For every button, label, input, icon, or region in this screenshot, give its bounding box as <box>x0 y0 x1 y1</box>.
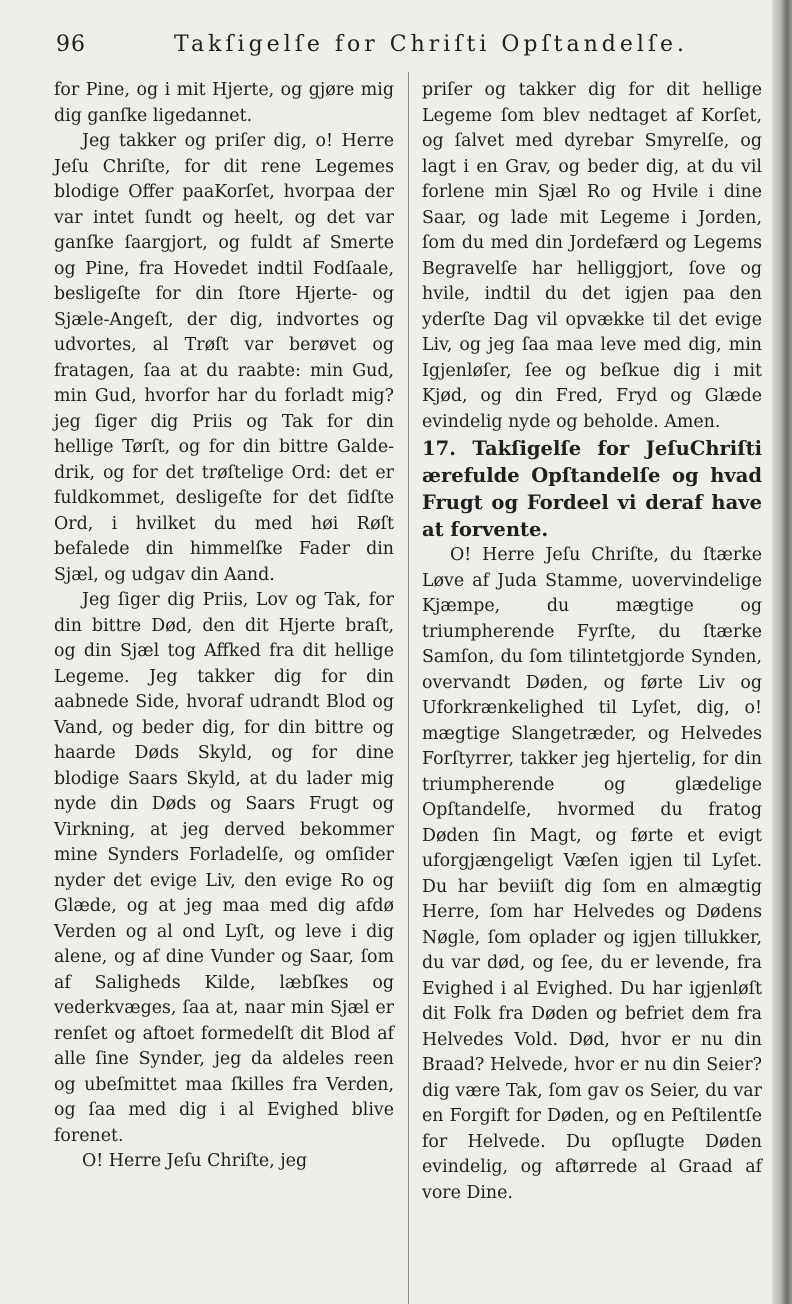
paragraph: for Pine, og i mit Hjerte, og gjøre mig dig ganſke ligedannet. <box>54 80 394 126</box>
section-heading: 17. Takſigelſe for JeſuChriſti ærefulde Opſtandelſe og hvad Frugt og Fordeel vi deraf have at forvente. <box>422 437 762 541</box>
running-title: Takſigelſe for Chriſti Opſtandelſe. <box>174 32 689 57</box>
paragraph: Jeg ſiger dig Priis, Lov og Tak, for din bittre Død, den dit Hjerte braſt, og din Sjæl tog Affked fra dit hellige Legeme. Jeg takker dig for din aabnede Side, hvoraf udrandt Blod og Vand, og beder dig, for din bittre og haarde Døds Skyld, og for dine blodige Saars Skyld, at du lader mig nyde din Døds og Saars Frugt og Virkning, at jeg derved bekommer mine Synders Forladelſe, og omſider nyder det evige Liv, den evige Ro og Glæde, og at jeg maa med dig afdø Verden og al ond Lyſt, og leve i dig alene, og af dine Vunder og Saar, ſom af Saligheds Kilde, læbſkes og vederkvæges, ſaa at, naar min Sjæl er renſet og aftoet formedelſt dit Blod af alle ſine Synder, jeg da aldeles reen og ubeſmittet maa ſkilles fra Verden, og ſaa med dig i al Evighed blive forenet. <box>54 590 394 1146</box>
paragraph: priſer og takker dig for dit hellige Legeme ſom blev nedtaget af Korſet, og ſalvet med dyrebar Smyrelſe, og lagt i en Grav, og beder dig, at du vil forlene min Sjæl Ro og Hvile i dine Saar, og lade mit Legeme i Jorden, ſom du med din Jordefærd og Legems Begravelſe har helliggjort, ſove og hvile, indtil du det igjen paa den yderſte Dag vil opvække til det evige Liv, og jeg ſaa maa leve med dig, min Igjenløſer, ſee og beſkue dig i mit Kjød, og din Fred, Fryd og Glæde evindelig nyde og beholde. Amen. <box>422 80 762 432</box>
page-edge <box>772 0 792 1304</box>
page-number: 96 <box>56 32 86 57</box>
paragraph: O! Herre Jeſu Chriſte, du ſtærke Løve af Juda Stamme, uovervindelige Kjæmpe, du mægtige og triumpherende Fyrſte, du ſtærke Samſon, du ſom tilintetgjorde Synden, overvandt Døden, og førte Liv og Uforkrænkelighed til Lyſet, dig, o! mægtige Slangetræder, og Helvedes Forſtyrrer, takker jeg hjertelig, for din triumpherende og glædelige Opſtandelſe, hvormed du fratog Døden ſin Magt, og førte et evigt uforgjængeligt Væſen igjen til Lyſet. Du har beviiſt dig ſom en almægtig Herre, ſom har Helvedes og Dødens Nøgle, ſom oplader og igjen tillukker, du var død, og ſee, du er levende, fra Evighed i al Evighed. Du har igjenløſt dit Folk fra Døden og befriet dem fra Helvedes Vold. Død, hvor er nu din Braad? Helvede, hvor er nu din Seier? dig være Tak, ſom gav os Seier, du var en Forgift for Døden, og en Peſtilentſe for Helvede. Du opſlugte Døden evindelig, og aftørrede al Graad af vore Dine. <box>422 545 762 1203</box>
page-header <box>56 28 732 62</box>
paragraph: O! Herre Jeſu Chriſte, jeg <box>82 1151 308 1171</box>
left-column <box>54 78 394 1175</box>
paragraph: Jeg takker og priſer dig, o! Herre Jeſu Chriſte, for dit rene Legemes blodige Offer paaKorſet, hvorpaa der var intet ſundt og heelt, og det var ganſke ſaargjort, og fuldt af Smerte og Pine, fra Hovedet indtil Fodſaale, besligeſte for din ſtore Hjerte- og Sjæle-Angeſt, der dig, indvortes og udvortes, al Trøſt var berøvet og fratagen, ſaa at du raabte: min Gud, min Gud, hvorfor har du forladt mig? jeg ſiger dig Priis og Tak for din hellige Tørſt, og for din bittre Galde-drik, og for det trøſtelige Ord: det er fuldkommet, desligeſte for det ſidſte Ord, i hvilket du med høi Røſt befalede din himmelſke Fader din Sjæl, og udgav din Aand. <box>54 131 394 585</box>
right-column <box>422 78 762 1206</box>
column-divider <box>408 72 409 1304</box>
